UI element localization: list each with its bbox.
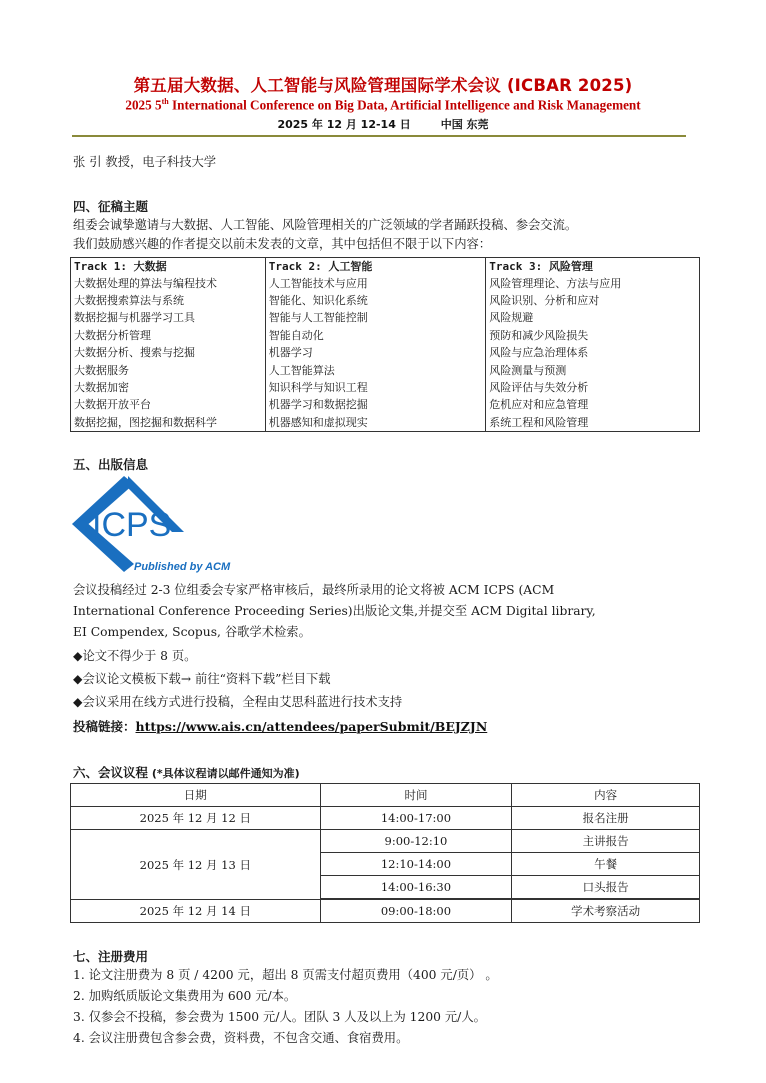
icps-logo-text: ICPS — [92, 506, 172, 544]
topics-table — [70, 257, 700, 432]
header-divider — [72, 135, 686, 137]
fee-item-3: 3. 仅参会不投稿，参会费为 1500 元/人。团队 3 人及以上为 1200 元/人。 — [73, 1010, 486, 1024]
table-row — [71, 396, 700, 413]
bullet-online-submission: ◆会议采用在线方式进行投稿，全程由艾思科蓝进行技术支持 — [73, 695, 403, 709]
table-cell: 风险与应急治理体系 — [486, 344, 700, 361]
bullet-page-limit: ◆论文不得少于 8 页。 — [73, 649, 197, 663]
schedule-date-3: 2025 年 12 月 14 日 — [71, 900, 321, 923]
schedule-table — [70, 783, 700, 923]
table-row — [71, 344, 700, 361]
schedule-content: 主讲报告 — [512, 830, 700, 853]
table-cell: 数据挖掘与机器学习工具 — [71, 309, 266, 326]
section6-title: 六、会议议程 — [73, 765, 149, 780]
section4-intro1: 组委会诚挚邀请与大数据、人工智能、风险管理相关的广泛领域的学者踊跃投稿、参会交流。 — [73, 218, 578, 232]
schedule-time: 09:00-18:00 — [320, 900, 512, 923]
table-cell: 大数据开放平台 — [71, 396, 266, 413]
table-row — [71, 900, 700, 923]
table-cell: 大数据加密 — [71, 378, 266, 395]
schedule-col-date: 日期 — [71, 784, 321, 807]
table-row — [71, 291, 700, 308]
schedule-content: 报名注册 — [512, 807, 700, 830]
table-row — [71, 361, 700, 378]
fee-item-4: 4. 会议注册费包含参会费，资料费，不包含交通、食宿费用。 — [73, 1031, 409, 1045]
schedule-content: 午餐 — [512, 853, 700, 876]
table-cell: 数据挖掘，图挖掘和数据科学 — [71, 413, 266, 431]
section7-heading: 七、注册费用 — [73, 949, 149, 964]
publication-text-1: 会议投稿经过 2-3 位组委会专家严格审核后，最终所录用的论文将被 ACM ICPS (ACM — [73, 583, 555, 597]
schedule-date-1: 2025 年 12 月 12 日 — [71, 807, 321, 830]
schedule-time: 14:00-16:30 — [320, 876, 512, 899]
conference-location: 中国 东莞 — [440, 118, 489, 131]
fee-item-2: 2. 加购纸质版论文集费用为 600 元/本。 — [73, 989, 297, 1003]
section4-heading: 四、征稿主题 — [73, 199, 149, 214]
section6-heading — [73, 763, 300, 781]
table-cell: 机器学习和数据挖掘 — [265, 396, 486, 413]
schedule-date-2: 2025 年 12 月 13 日 — [71, 830, 321, 900]
publication-text-2: International Conference Proceeding Series)出版论文集,并提交至 ACM Digital library, — [73, 604, 596, 618]
title-en-sup: th — [161, 97, 169, 106]
fee-item-1: 1. 论文注册费为 8 页 / 4200 元，超出 8 页需支付超页费用（400 元/页） 。 — [73, 968, 498, 982]
publication-text-3: EI Compendex, Scopus, 谷歌学术检索。 — [73, 625, 311, 639]
schedule-col-content: 内容 — [512, 784, 700, 807]
schedule-note: (*具体议程请以邮件通知为准) — [148, 767, 300, 780]
section5-heading: 五、出版信息 — [73, 457, 149, 472]
bullet-template: ◆会议论文模板下载→ 前往“资料下载”栏目下载 — [73, 672, 331, 686]
conference-title-cn: 第五届大数据、人工智能与风险管理国际学术会议 (ICBAR 2025) — [133, 76, 633, 95]
table-cell: 大数据分析管理 — [71, 326, 266, 343]
topics-col-track3: Track 3: 风险管理 — [486, 258, 700, 275]
table-cell: 危机应对和应急管理 — [486, 396, 700, 413]
table-cell: 风险管理理论、方法与应用 — [486, 274, 700, 291]
table-cell: 风险规避 — [486, 309, 700, 326]
schedule-time: 12:10-14:00 — [320, 853, 512, 876]
title-en-year: 2025 5 — [125, 97, 162, 113]
submission-link-label: 投稿链接： — [73, 719, 136, 734]
title-en-text: International Conference on Big Data, Artificial Intelligence and Risk Management — [168, 97, 641, 113]
schedule-content: 口头报告 — [512, 876, 700, 899]
table-cell: 系统工程和风险管理 — [486, 413, 700, 431]
schedule-header-row — [71, 784, 700, 807]
table-cell: 智能化、知识化系统 — [265, 291, 486, 308]
conference-title-en — [0, 97, 766, 113]
table-row — [71, 274, 700, 291]
table-row — [71, 413, 700, 431]
table-row — [71, 830, 700, 853]
conference-date-location — [0, 116, 766, 132]
person-line: 张 引 教授，电子科技大学 — [73, 155, 217, 169]
schedule-time: 14:00-17:00 — [320, 807, 512, 830]
submission-link-line — [73, 718, 487, 736]
table-cell: 智能自动化 — [265, 326, 486, 343]
table-cell: 大数据服务 — [71, 361, 266, 378]
table-row — [71, 309, 700, 326]
topics-col-track2: Track 2: 人工智能 — [265, 258, 486, 275]
table-row — [71, 326, 700, 343]
topics-header-row — [71, 258, 700, 275]
table-cell: 机器学习 — [265, 344, 486, 361]
schedule-time: 9:00-12:10 — [320, 830, 512, 853]
table-row — [71, 807, 700, 830]
table-cell: 人工智能算法 — [265, 361, 486, 378]
table-cell: 大数据处理的算法与编程技术 — [71, 274, 266, 291]
table-cell: 人工智能技术与应用 — [265, 274, 486, 291]
conference-date: 2025 年 12 月 12-14 日 — [277, 118, 411, 131]
topics-col-track1: Track 1: 大数据 — [71, 258, 266, 275]
submission-link[interactable]: https://www.ais.cn/attendees/paperSubmit/BEJZJN — [135, 719, 488, 734]
table-cell: 知识科学与知识工程 — [265, 378, 486, 395]
icps-logo-subtitle: Published by ACM — [134, 561, 231, 573]
table-row — [71, 378, 700, 395]
table-cell: 大数据搜索算法与系统 — [71, 291, 266, 308]
table-cell: 风险测量与预测 — [486, 361, 700, 378]
section4-intro2: 我们鼓励感兴趣的作者提交以前未发表的文章，其中包括但不限于以下内容： — [73, 237, 492, 251]
table-cell: 预防和减少风险损失 — [486, 326, 700, 343]
schedule-col-time: 时间 — [320, 784, 512, 807]
schedule-content: 学术考察活动 — [512, 900, 700, 923]
table-cell: 风险评估与失效分析 — [486, 378, 700, 395]
table-cell: 大数据分析、搜索与挖掘 — [71, 344, 266, 361]
icps-logo — [72, 476, 248, 576]
table-cell: 机器感知和虚拟现实 — [265, 413, 486, 431]
table-cell: 风险识别、分析和应对 — [486, 291, 700, 308]
table-cell: 智能与人工智能控制 — [265, 309, 486, 326]
